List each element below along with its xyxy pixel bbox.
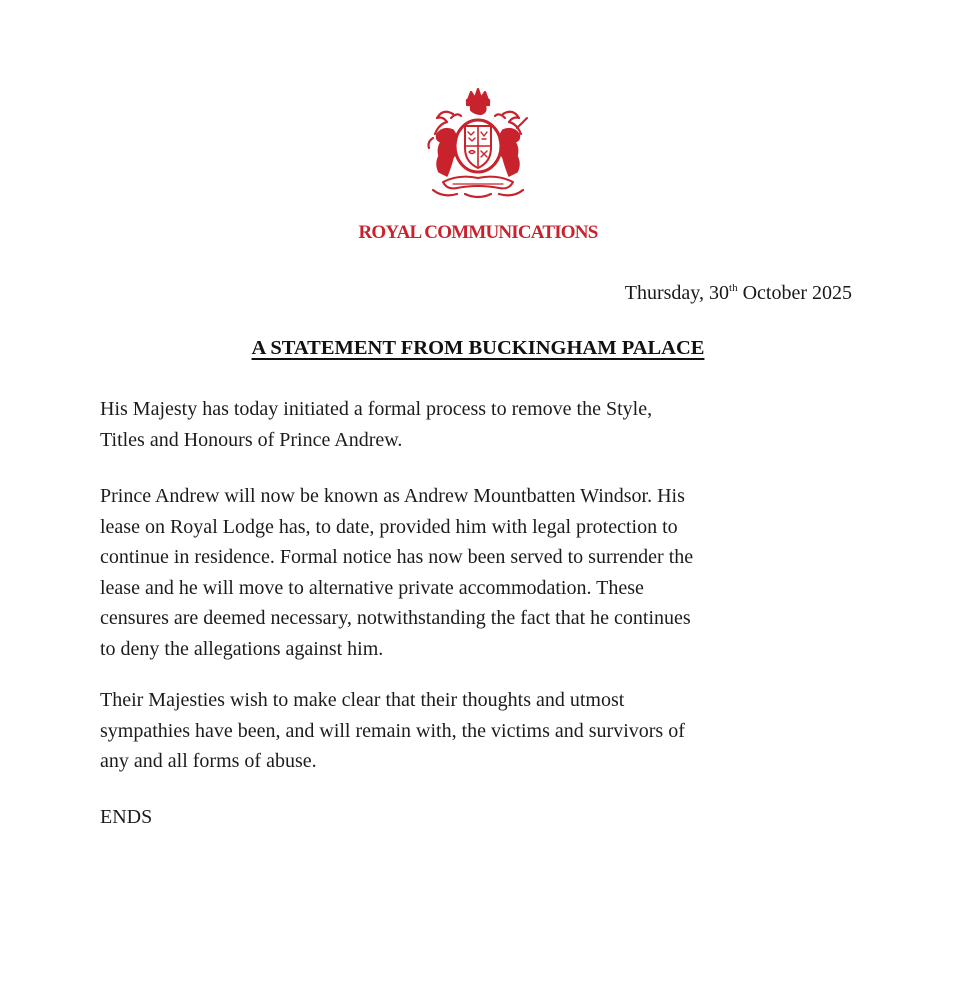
date-weekday: Thursday, xyxy=(624,282,705,304)
paragraph-line: to deny the allegations against him. xyxy=(100,637,384,660)
date-day: 30 xyxy=(709,282,730,304)
paragraph-line: lease and he will move to alternative private accommodation. These xyxy=(100,576,644,599)
paragraph-line: Prince Andrew will now be known as Andrew Mountbatten Windsor. His xyxy=(100,485,685,507)
paragraph-line: Titles and Honours of Prince Andrew. xyxy=(100,428,403,451)
paragraph-2 xyxy=(100,481,870,664)
organisation-name: ROYAL COMMUNICATIONS xyxy=(358,222,598,243)
royal-coat-of-arms-icon xyxy=(413,86,543,204)
paragraph-line: Their Majesties wish to make clear that their thoughts and utmost xyxy=(100,689,625,711)
paragraph-3 xyxy=(100,685,870,777)
closing-ends: ENDS xyxy=(100,806,153,828)
paragraph-line: censures are deemed necessary, notwithstanding the fact that he continues xyxy=(100,607,691,629)
paragraph-1 xyxy=(100,394,870,455)
paragraph-line: His Majesty has today initiated a formal process to remove the Style, xyxy=(100,398,653,420)
date-month-year: October 2025 xyxy=(742,282,852,304)
release-date xyxy=(625,282,852,305)
paragraph-line: sympathies have been, and will remain with, the victims and survivors of xyxy=(100,719,685,742)
statement-title: A STATEMENT FROM BUCKINGHAM PALACE xyxy=(251,337,705,359)
paragraph-line: any and all forms of abuse. xyxy=(100,750,317,772)
paragraph-line: lease on Royal Lodge has, to date, provided him with legal protection to xyxy=(100,515,678,538)
date-ordinal-suffix: th xyxy=(729,282,738,294)
paragraph-line: continue in residence. Formal notice has now been served to surrender the xyxy=(100,546,694,568)
